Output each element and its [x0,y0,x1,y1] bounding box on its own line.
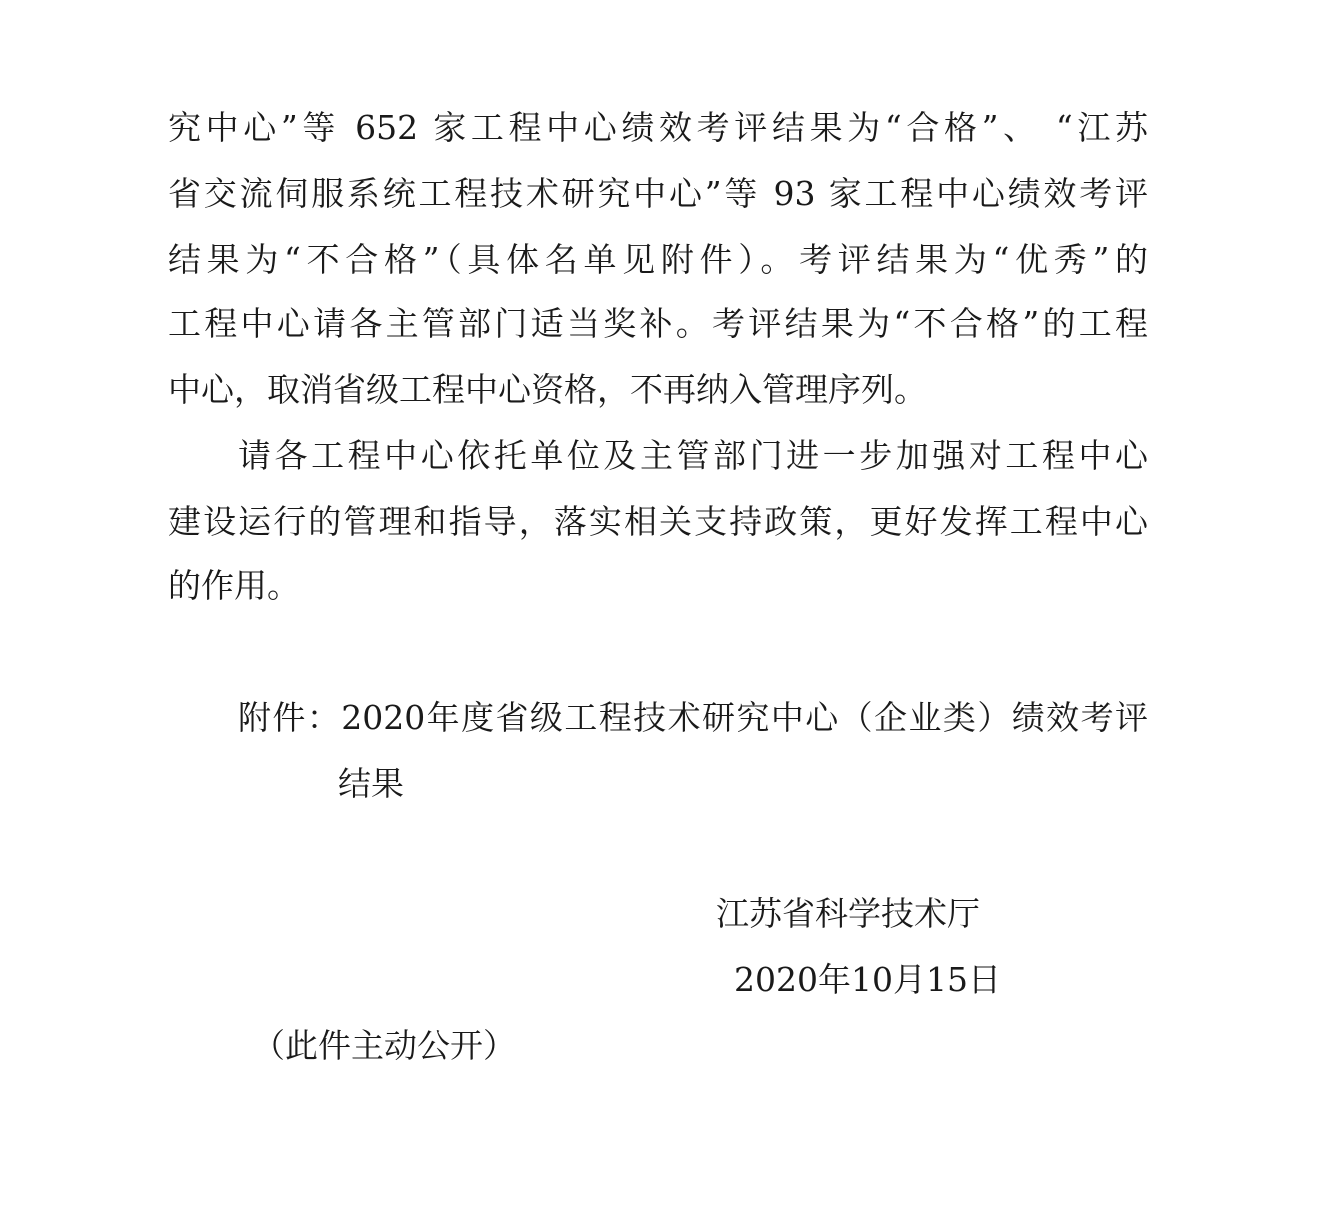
body-text-line: 结果为“不合格”（具体名单见附件）。考评结果为“优秀”的 [168,240,1148,279]
disclosure-notice: （此件主动公开） [252,1026,516,1065]
body-text-line: 建设运行的管理和指导，落实相关支持政策，更好发挥工程中心 [168,502,1148,541]
attachment-label: 附件：2020年度省级工程技术研究中心（企业类）绩效考评 [238,698,1148,737]
body-text-line: 省交流伺服系统工程技术研究中心”等 93 家工程中心绩效考评 [168,174,1148,213]
issuer-name: 江苏省科学技术厅 [716,894,980,933]
attachment-label-continued: 结果 [338,764,404,803]
issue-date: 2020年10月15日 [734,960,1001,999]
body-text-line: 的作用。 [168,566,300,605]
body-text-line: 工程中心请各主管部门适当奖补。考评结果为“不合格”的工程 [168,304,1148,343]
body-text-line: 请各工程中心依托单位及主管部门进一步加强对工程中心 [238,436,1148,475]
body-text-line: 中心，取消省级工程中心资格，不再纳入管理序列。 [168,370,927,409]
body-text-line: 究中心”等 652 家工程中心绩效考评结果为“合格”、 “江苏 [168,108,1148,147]
